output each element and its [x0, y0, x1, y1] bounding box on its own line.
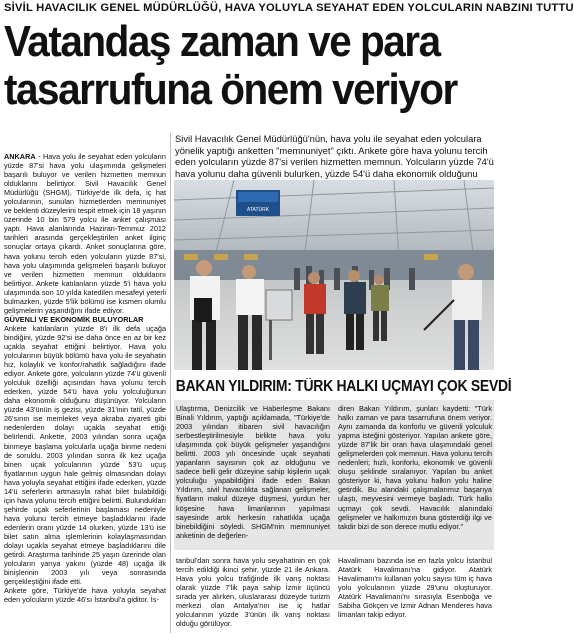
airport-photo-illustration [174, 180, 494, 370]
dateline: ANKARA [4, 152, 36, 161]
bottom-column-a: tanbul'dan sonra hava yolu seyahatinin en çok tercih edildiği ikinci şehir, yüzde 21 ile Ankara. Hava yolu yolcu trafiğinde ilk varış noktası olarak yüzde 7'lik paya sahip İzmir üçüncü sırada yer alırken, uluslararası düzeyde turizm merkezi olan Antalya'nın ise iç hatlar yolcularının yüzde 3'ünün ilk varış noktası olduğu görülüyor. [176, 556, 330, 629]
column-rule [170, 133, 171, 633]
box-column-b: diren Bakan Yıldırım, şunları kaydetti: "Türk halkı zaman ve para tasarrufuna önem veriyor. Aynı zamanda da konforlu ve güvenli yolculuk yapma isteğini gösteriyor. Yapılan ankete göre, yüzde 87'lik bir oran hava ulaşımındaki genel gelişmelerden çok memnun. Hava yolunu tercih nedenleri; hızlı, konforlu, ekonomik ve güvenli oluşu şeklinde sıralanıyor. Yapılan bu anket gösteriyor ki, hava yolunu halkın yolu haline getirdik. Bu alandaki çalışmalarımız başarıya ulaştı, meyvesini vermeye başladı. Türk halkı uçmayı çok sevdi. Havacılık alanındaki gelişmeler ve halkımızın buna gösterdiği ilgi ve takdir bizi de son derece mutlu ediyor." [338, 404, 492, 531]
sign-text: ATATÜRK [246, 207, 270, 213]
box-column-a: Ulaştırma, Denizcilik ve Haberleşme Bakanı Binali Yıldırım, yaptığı açıklamada, "Türkiye'de 2003 yılından itibaren sivil havacılığın serbestleştirilmesiyle birlikte hava yolu ulaşımında çok büyük gelişmeler yaşandığını belirtti. 2003 yılı öncesinde uçak seyahati yapanların sayısının çok az olduğunu ve sadece belli gelir düzeyine sahip kişilerin uçak yolculuğu yapabildiğini ifade eden Bakan Yıldırım, sivil havacılıkta sağlanan gelişmeler, fiyatların makul düzeye düşmesi, yurdun her köşesine hava limanlarının yapılması sayesinde artık herkesin rahatlıkla uçağa binebildiğini söyledi. SHGM'nin memnuniyet anketinin de değerlen- [176, 404, 330, 540]
paragraph-1: ANKARA - Hava yolu ile seyahat eden yolcuların yüzde 87'si hava yolu ulaşımında gelişmeleri başarılı buluyor ve verilen hizmetten memnun olduklarını belirtiyor. Sivil Havacılık Genel Müdürlüğü (SHGM), Türkiye'de ilk defa, iç hat yolcularının, sunulan hizmetlerden memnuniyet ve beklenti düzeylerini tespit etmek için 18 yaşının üzerinde 10 bin 579 yolcu ile anket çalışması yaptı. Hava alanlarında Haziran-Temmuz 2012 tarihleri arasında gerçekleştirilen anket ilginç sonuçlar ortaya çıkardı. Anket sonuçlarına göre, hava yolunu tercih eden yolcuların yüzde 87'si, hava yolu ulaşımında gelişmeleri başarılı buluyor ve verilen hizmetten memnun olduklarını belirtiyor. Ankete katılanların yüzde 5'i hava yolu ulaşımında son 10 yılda katedilen mesafeyi yeterli bulmazken, yüzde 5'lik bölümü ise kısmen olumlu gelişmelerin yaşandığını ifade ediyor. [4, 152, 166, 315]
headline-line-1: Vatandaş zaman ve para [4, 17, 440, 66]
headline [4, 18, 457, 114]
bottom-column-b: Havalimanı bazında ise en fazla yolcu İstanbul Atatürk Havalimanı'na gidiyor. Atatürk Havalimanı'nı kullanan yolcu sayısı tüm iç hava yolu yolcularının yüzde 29'unu oluşturuyor. Atatürk Havalimanı'nı sırasıyla Esenboğa ve Sabiha Gökçen ve İzmir Adnan Menderes hava limanları takip ediyor. [338, 556, 492, 620]
subheading: GÜVENLİ VE EKONOMİK BULUYORLAR [4, 314, 144, 324]
airport-photo [174, 180, 494, 370]
lead-paragraph: Sivil Havacılık Genel Müdürlüğü'nün, hava yolu ile seyahat eden yolculara yönelik yaptığı anketten "memnuniyet" çıktı. Ankete göre hava yolunu tercih eden yolcuların yüzde 87'si verilen hizmetten memnun. Yolcuların yüzde 74'ü hava yolunu daha güvenli bulurken, yüzde 54'ü daha ekonomik olduğunu [175, 133, 494, 179]
paragraph-2: Ankete katılanların yüzde 8'i ilk defa uçağa bindiğini, yüzde 92'si ise daha önce en az bir kez uçakla seyahat ettiğini belirtiyor. Hava yolu yolcularının büyük bölümü hava yolu ile seyahatin hız, kolaylık ve konfor/rahatlık sağladığını ifade ediyor. Ankete göre, yolcuların yüzde 74'ü güvenli yolculuk özelliği açısından hava yolunu tercih ederken, yüzde 54'ü hava yolu yolculuğunun daha ekonomik olduğunu düşünüyor. Yolcuların yüzde 43'ünün iş gezisi, yüzde 31'inin tatil, yüzde 26'sının ise memleket veya akraba ziyareti gibi nedenlerden dolayı uçakla seyahat ettiği belirlendi. Ankette, 2003 yılından sonra uçağa binmeye başlama yolcularla uçağa binme nedeni de soruldu. 2003 yılından sonra ilk kez uçağa binen uçak yolcularının yüzde 53'ü uçuş fiyatlarının uygun hale gelmiş olmasından dolayı hava yoluyla seyahat ettiğini ifade ederken, yüzde 14'ü seferlerin artmasıyla rahat bilet bulabildiği için hava yolunu tercih ettiğini belirtti. Bulundukları şehirde uçak seferlerinin başlaması nedeniyle hava yolunu tercih etmeye başladıklarını ifade edenlerin oranı yüzde 14 olurken, yüzde 13'ü ise bilet satın alma işlemlerinin kolaylaşmasından dolayı uçakla seyahat etmeye başladıklarını dile getirdi. Araştırma tarihinde 25 yaşın üzerinde olan yolcuların yarıya yakını (yüzde 48) uçağa ilk binişlerinin 2003 yılı veya sonrasında gerçekleştiğini ifade etti. [4, 323, 166, 587]
headline-line-2: tasarrufuna önem veriyor [4, 65, 457, 114]
article-column-1 [4, 152, 166, 640]
paragraph-3: Ankete göre, Türkiye'de hava yoluyla seyahat eden yolcuların yüzde 46'sı İstanbul'a giditor. İs- [4, 586, 166, 605]
box-heading: BAKAN YILDIRIM: TÜRK HALKI UÇMAYI ÇOK SEVDİ [174, 378, 494, 400]
kicker: SİVİL HAVACILIK GENEL MÜDÜRLÜĞÜ, HAVA YOLUYLA SEYAHAT EDEN YOLCULARIN NABZINI TUTTU [4, 2, 574, 14]
